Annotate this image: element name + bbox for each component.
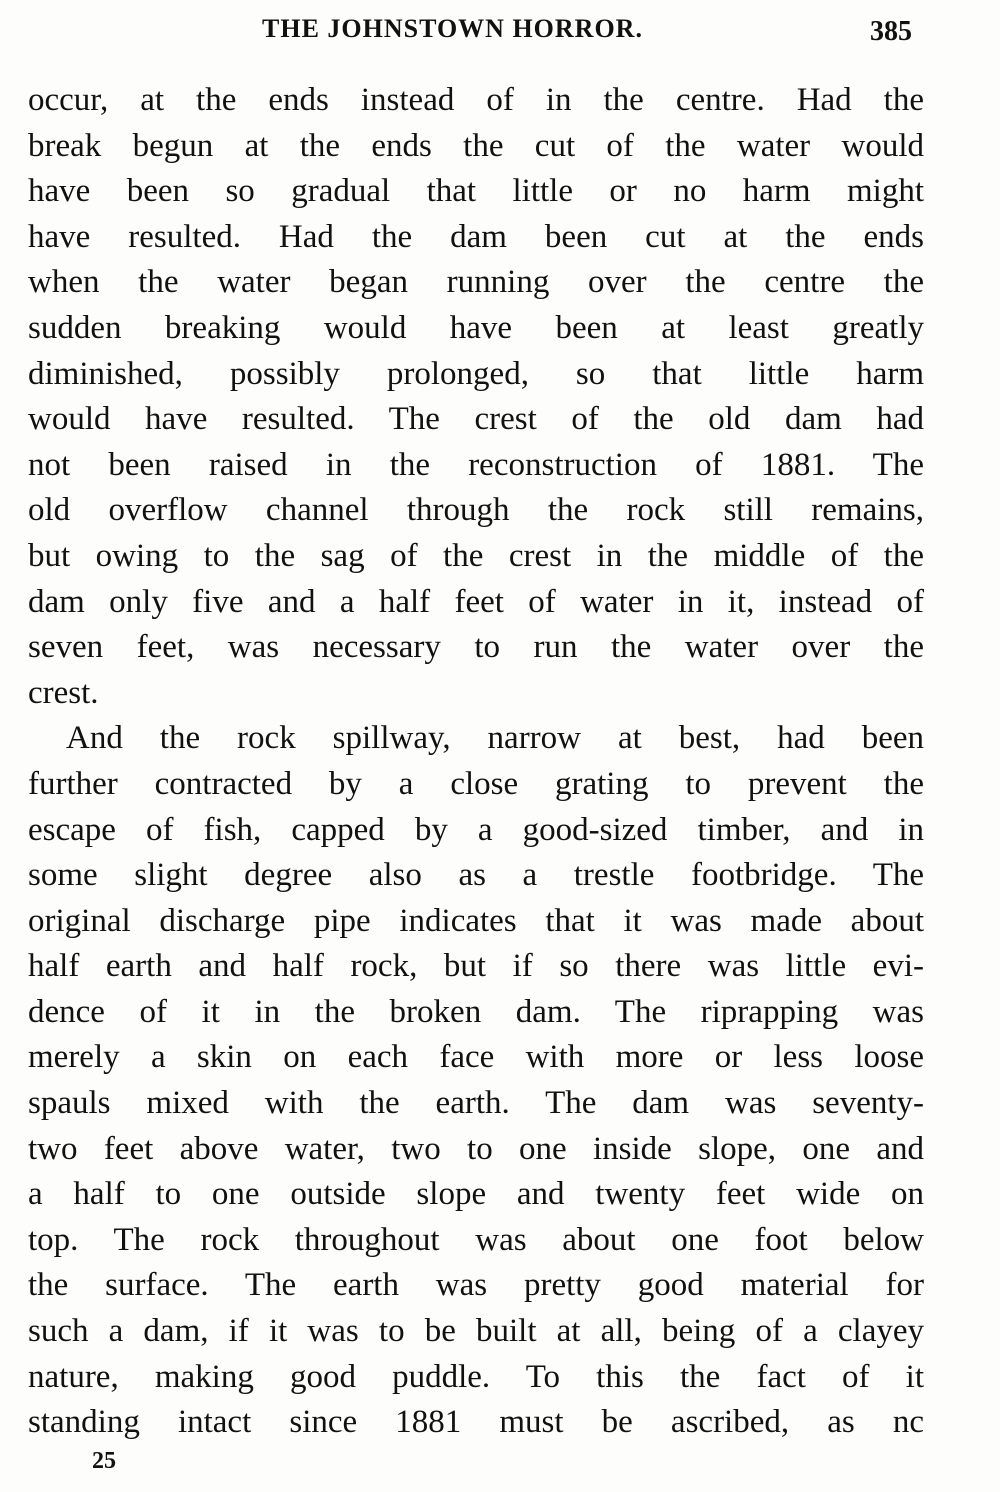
text-line: half earth and half rock, but if so there was little evi- (28, 948, 924, 985)
body-text (28, 78, 924, 1446)
paragraph-1 (28, 78, 924, 716)
text-line: top. The rock throughout was about one foot below (28, 1221, 924, 1258)
text-line: not been raised in the reconstruction of 1881. The (28, 446, 924, 483)
paragraph-2 (28, 716, 924, 1446)
running-head-title: THE JOHNSTOWN HORROR. (262, 14, 643, 43)
text-line: have been so gradual that little or no harm might (28, 173, 924, 210)
text-line: two feet above water, two to one inside slope, one and (28, 1130, 924, 1167)
text-line: but owing to the sag of the crest in the middle of the (28, 537, 924, 574)
text-line: And the rock spillway, narrow at best, had been (66, 720, 924, 757)
text-line: sudden breaking would have been at least greatly (28, 309, 924, 346)
text-line: have resulted. Had the dam been cut at the ends (28, 218, 924, 255)
text-line: would have resulted. The crest of the old dam had (28, 401, 924, 438)
text-line: nature, making good puddle. To this the fact of it (28, 1358, 924, 1395)
text-line: standing intact since 1881 must be ascribed, as nc (28, 1404, 924, 1441)
text-line: break begun at the ends the cut of the water would (28, 127, 924, 164)
text-line: some slight degree also as a trestle footbridge. The (28, 857, 924, 894)
page-number: 385 (870, 16, 912, 47)
running-head (0, 14, 1000, 54)
text-line: when the water began running over the centre the (28, 264, 924, 301)
text-line: spauls mixed with the earth. The dam was seventy- (28, 1085, 924, 1122)
text-line: further contracted by a close grating to prevent the (28, 765, 924, 802)
text-line: original discharge pipe indicates that it was made about (28, 902, 924, 939)
text-line: dence of it in the broken dam. The riprapping was (28, 993, 924, 1030)
text-line: occur, at the ends instead of in the centre. Had the (28, 82, 924, 118)
text-line: dam only five and a half feet of water in it, instead of (28, 583, 924, 620)
text-line: merely a skin on each face with more or less loose (28, 1039, 924, 1076)
signature-mark: 25 (92, 1448, 116, 1474)
text-line: seven feet, was necessary to run the water over the (28, 629, 924, 666)
text-line: a half to one outside slope and twenty feet wide on (28, 1176, 924, 1213)
text-line: the surface. The earth was pretty good material for (28, 1267, 924, 1304)
text-line: crest. (28, 674, 99, 711)
text-line: such a dam, if it was to be built at all, being of a clayey (28, 1313, 924, 1350)
text-line: old overflow channel through the rock still remains, (28, 492, 924, 529)
text-line: diminished, possibly prolonged, so that little harm (28, 355, 924, 392)
text-line: escape of fish, capped by a good-sized timber, and in (28, 811, 924, 848)
